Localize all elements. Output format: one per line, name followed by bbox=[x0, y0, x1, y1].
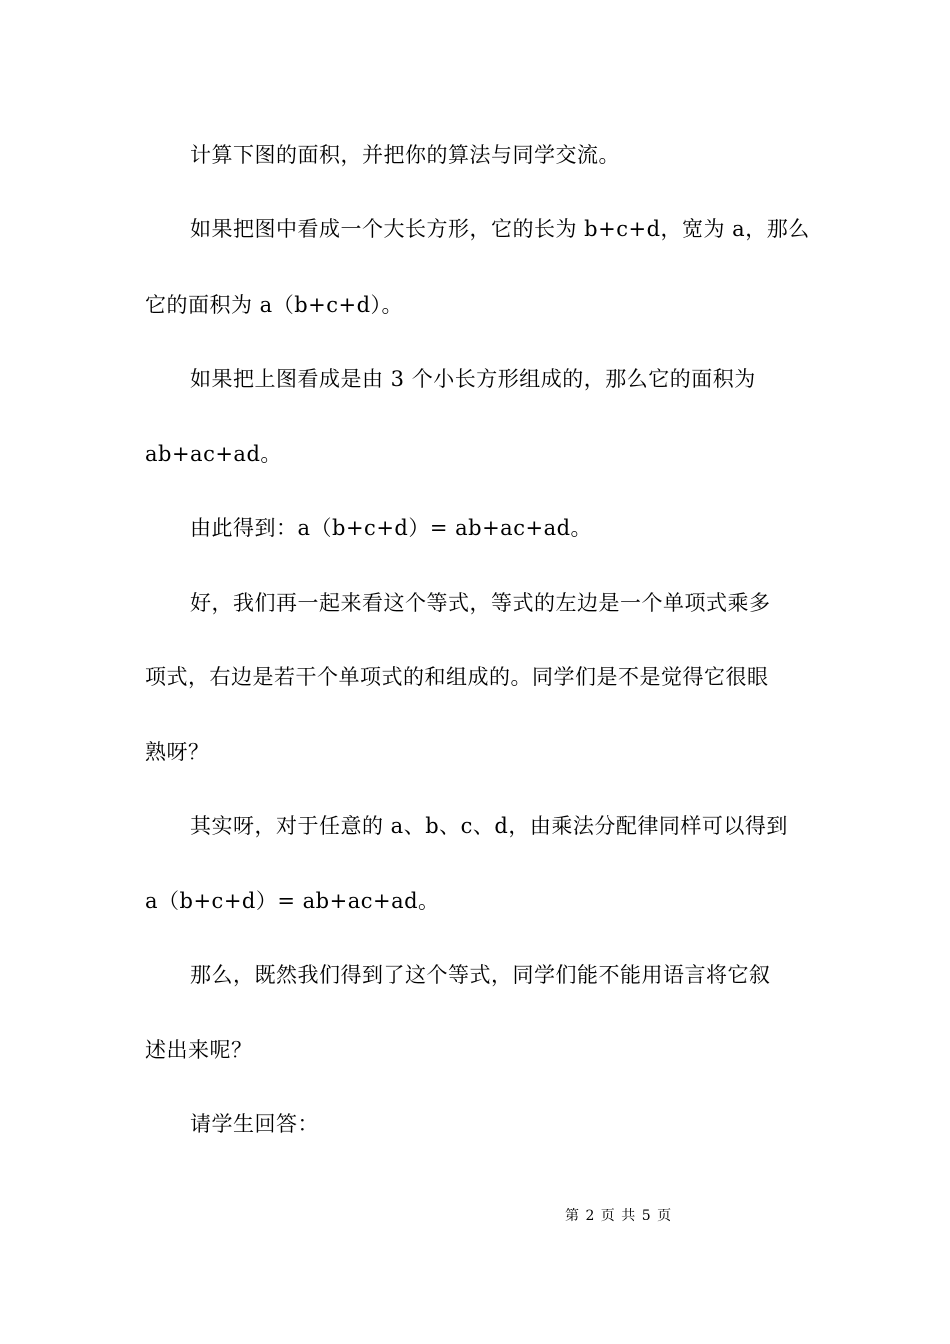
paragraph-line-4: 如果把上图看成是由 3 个小长方形组成的，那么它的面积为 bbox=[190, 367, 756, 391]
paragraph-line-14: 请学生回答： bbox=[190, 1112, 319, 1136]
paragraph-line-2: 如果把图中看成一个大长方形，它的长为 b+c+d，宽为 a，那么 bbox=[190, 217, 810, 241]
paragraph-line-11: a（b+c+d）= ab+ac+ad。 bbox=[145, 889, 440, 913]
paragraph-line-5: ab+ac+ad。 bbox=[145, 442, 282, 466]
paragraph-line-9: 熟呀？ bbox=[145, 740, 210, 764]
paragraph-line-7: 好，我们再一起来看这个等式，等式的左边是一个单项式乘多 bbox=[190, 591, 771, 615]
paragraph-line-6: 由此得到：a（b+c+d）= ab+ac+ad。 bbox=[190, 516, 593, 540]
paragraph-line-3: 它的面积为 a（b+c+d）。 bbox=[145, 293, 404, 317]
paragraph-line-8: 项式，右边是若干个单项式的和组成的。同学们是不是觉得它很眼 bbox=[145, 665, 769, 689]
paragraph-line-10: 其实呀，对于任意的 a、b、c、d，由乘法分配律同样可以得到 bbox=[190, 814, 788, 838]
paragraph-line-13: 述出来呢？ bbox=[145, 1038, 253, 1062]
paragraph-line-1: 计算下图的面积，并把你的算法与同学交流。 bbox=[190, 143, 620, 167]
paragraph-line-12: 那么，既然我们得到了这个等式，同学们能不能用语言将它叙 bbox=[190, 963, 771, 987]
page-number-footer: 第 2 页 共 5 页 bbox=[565, 1208, 673, 1224]
